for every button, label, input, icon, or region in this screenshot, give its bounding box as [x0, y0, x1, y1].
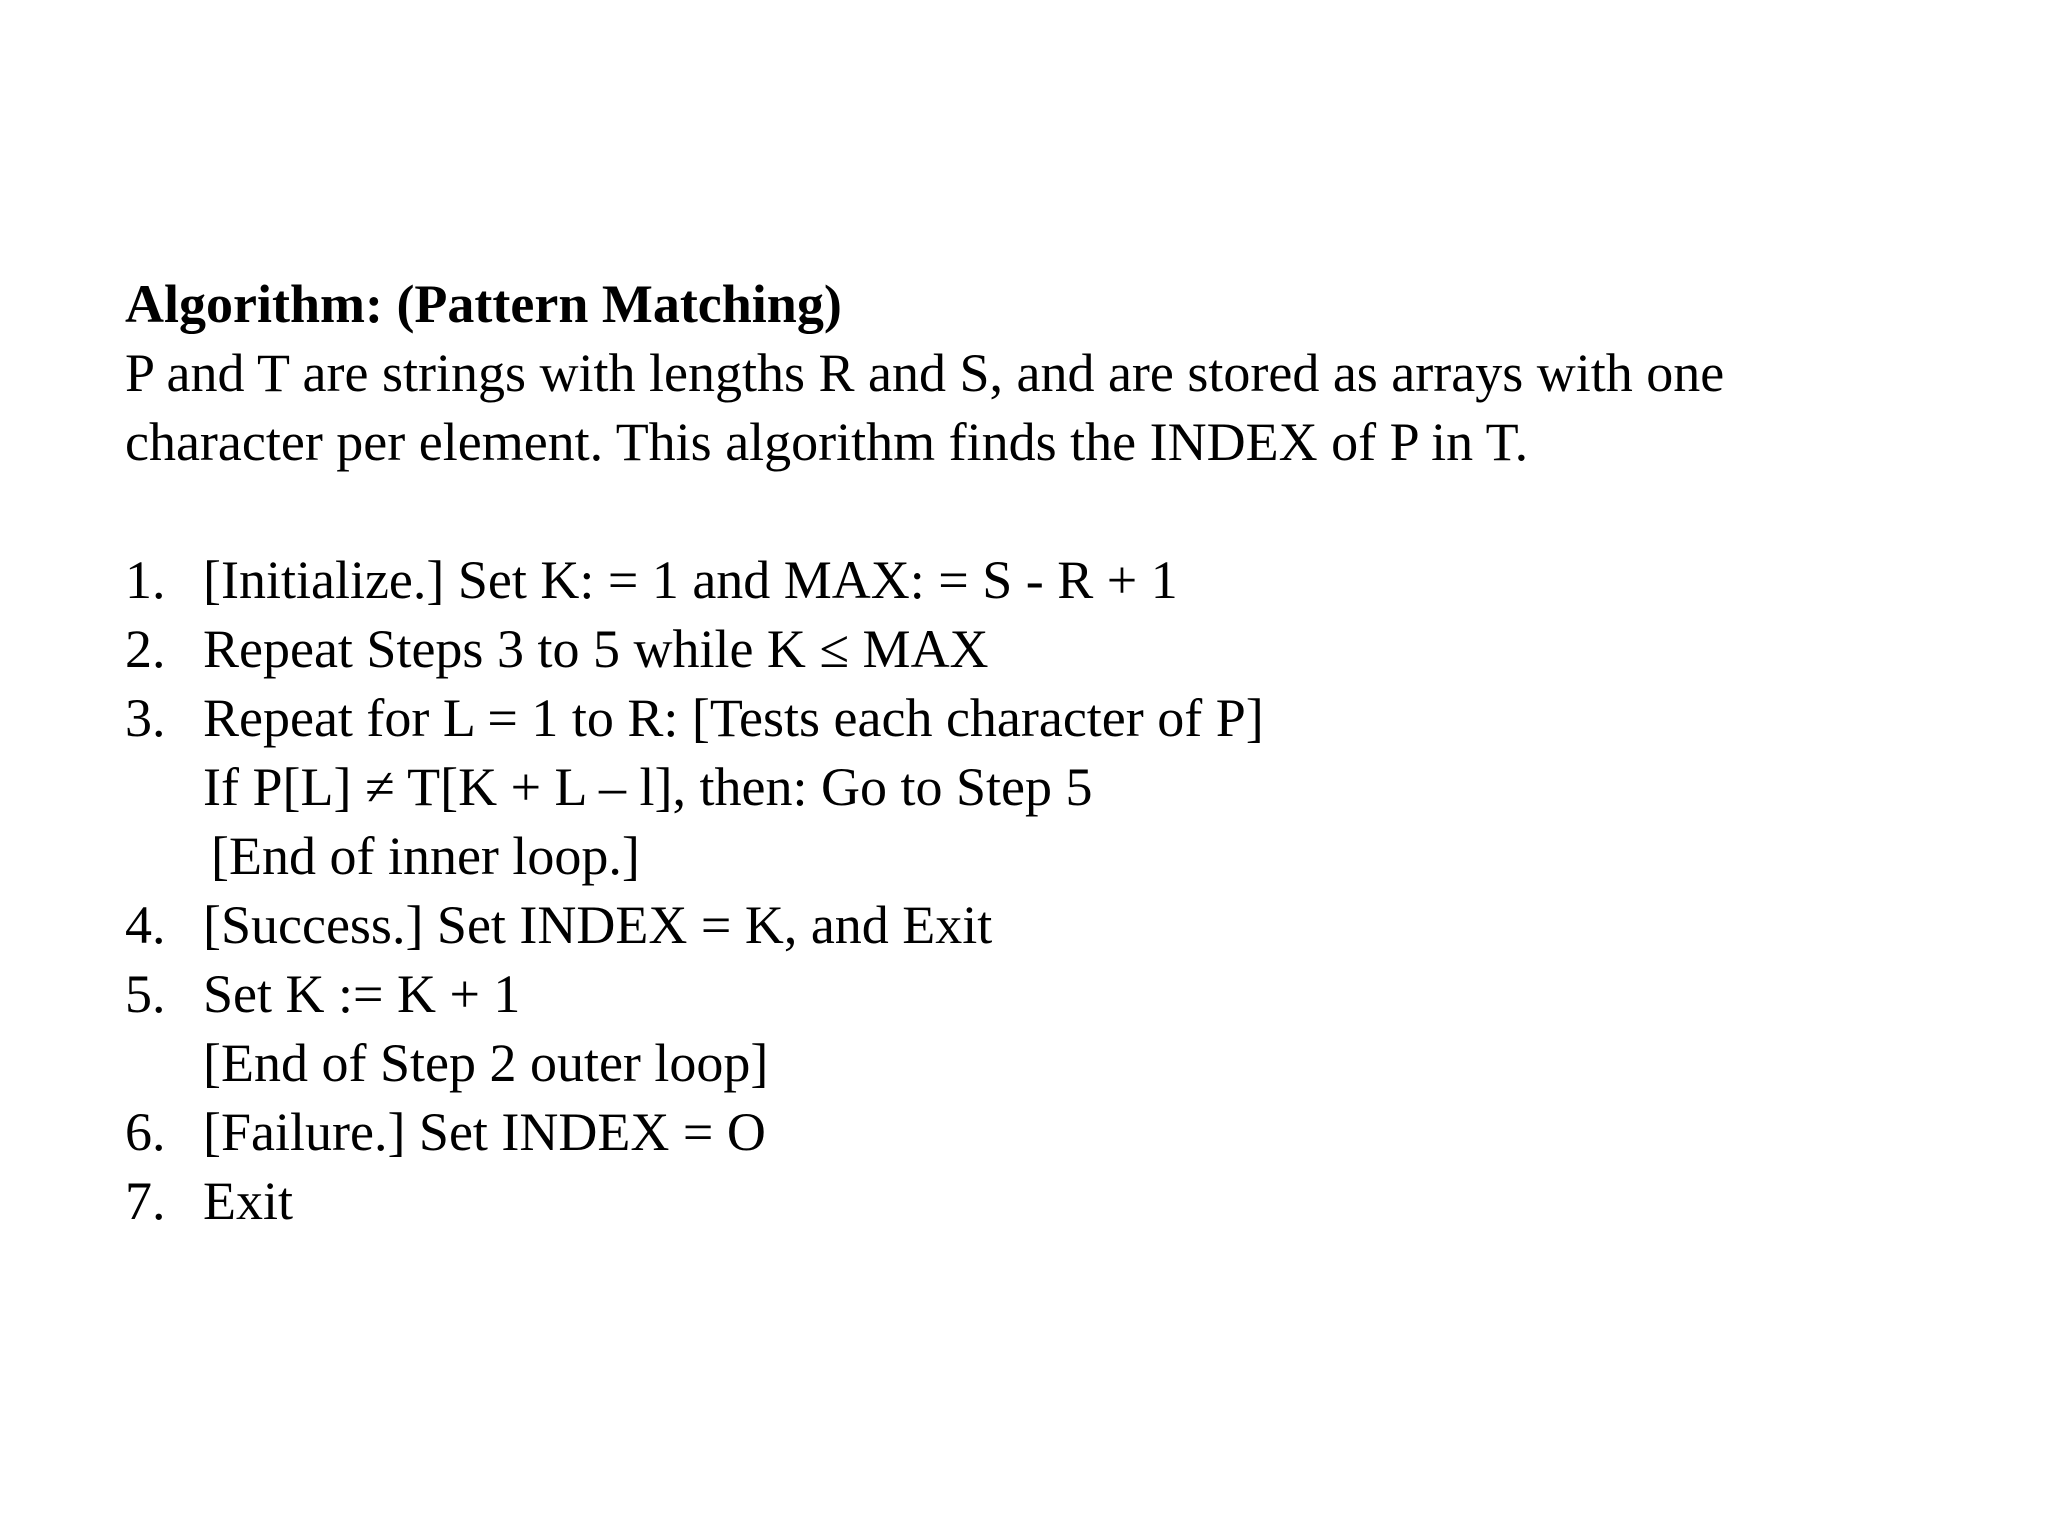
step-number: 2.: [125, 619, 166, 679]
step-number: 5.: [125, 964, 166, 1024]
steps-list: [125, 546, 1985, 1236]
step-7: [125, 1167, 1985, 1236]
step-text: Repeat Steps 3 to 5 while K ≤ MAX: [203, 619, 989, 679]
step-text: [Initialize.] Set K: = 1 and MAX: = S - R + 1: [203, 550, 1178, 610]
step-3-condition: If P[L] ≠ T[K + L – l], then: Go to Step 5: [203, 757, 1093, 817]
step-5: [125, 960, 1985, 1029]
spacer: [125, 477, 1985, 546]
step-text: Exit: [203, 1171, 293, 1231]
step-number: 1.: [125, 550, 166, 610]
step-3-end-note: [End of inner loop.]: [211, 826, 640, 886]
step-number: 7.: [125, 1171, 166, 1231]
algorithm-block: [125, 270, 1985, 1236]
step-5-end-note: [End of Step 2 outer loop]: [203, 1033, 769, 1093]
intro-line-1: P and T are strings with lengths R and S, and are stored as arrays with one: [125, 343, 1725, 403]
step-number: 3.: [125, 688, 166, 748]
step-1: [125, 546, 1985, 615]
step-text: [Failure.] Set INDEX = O: [203, 1102, 766, 1162]
step-text: [Success.] Set INDEX = K, and Exit: [203, 895, 993, 955]
algorithm-title: Algorithm: (Pattern Matching): [125, 274, 842, 334]
step-2: [125, 615, 1985, 684]
step-3: [125, 684, 1985, 753]
step-6: [125, 1098, 1985, 1167]
step-number: 4.: [125, 895, 166, 955]
step-4: [125, 891, 1985, 960]
step-text: Set K := K + 1: [203, 964, 521, 1024]
step-text: Repeat for L = 1 to R: [Tests each character of P]: [203, 688, 1264, 748]
intro-line-2: character per element. This algorithm finds the INDEX of P in T.: [125, 412, 1529, 472]
step-number: 6.: [125, 1102, 166, 1162]
